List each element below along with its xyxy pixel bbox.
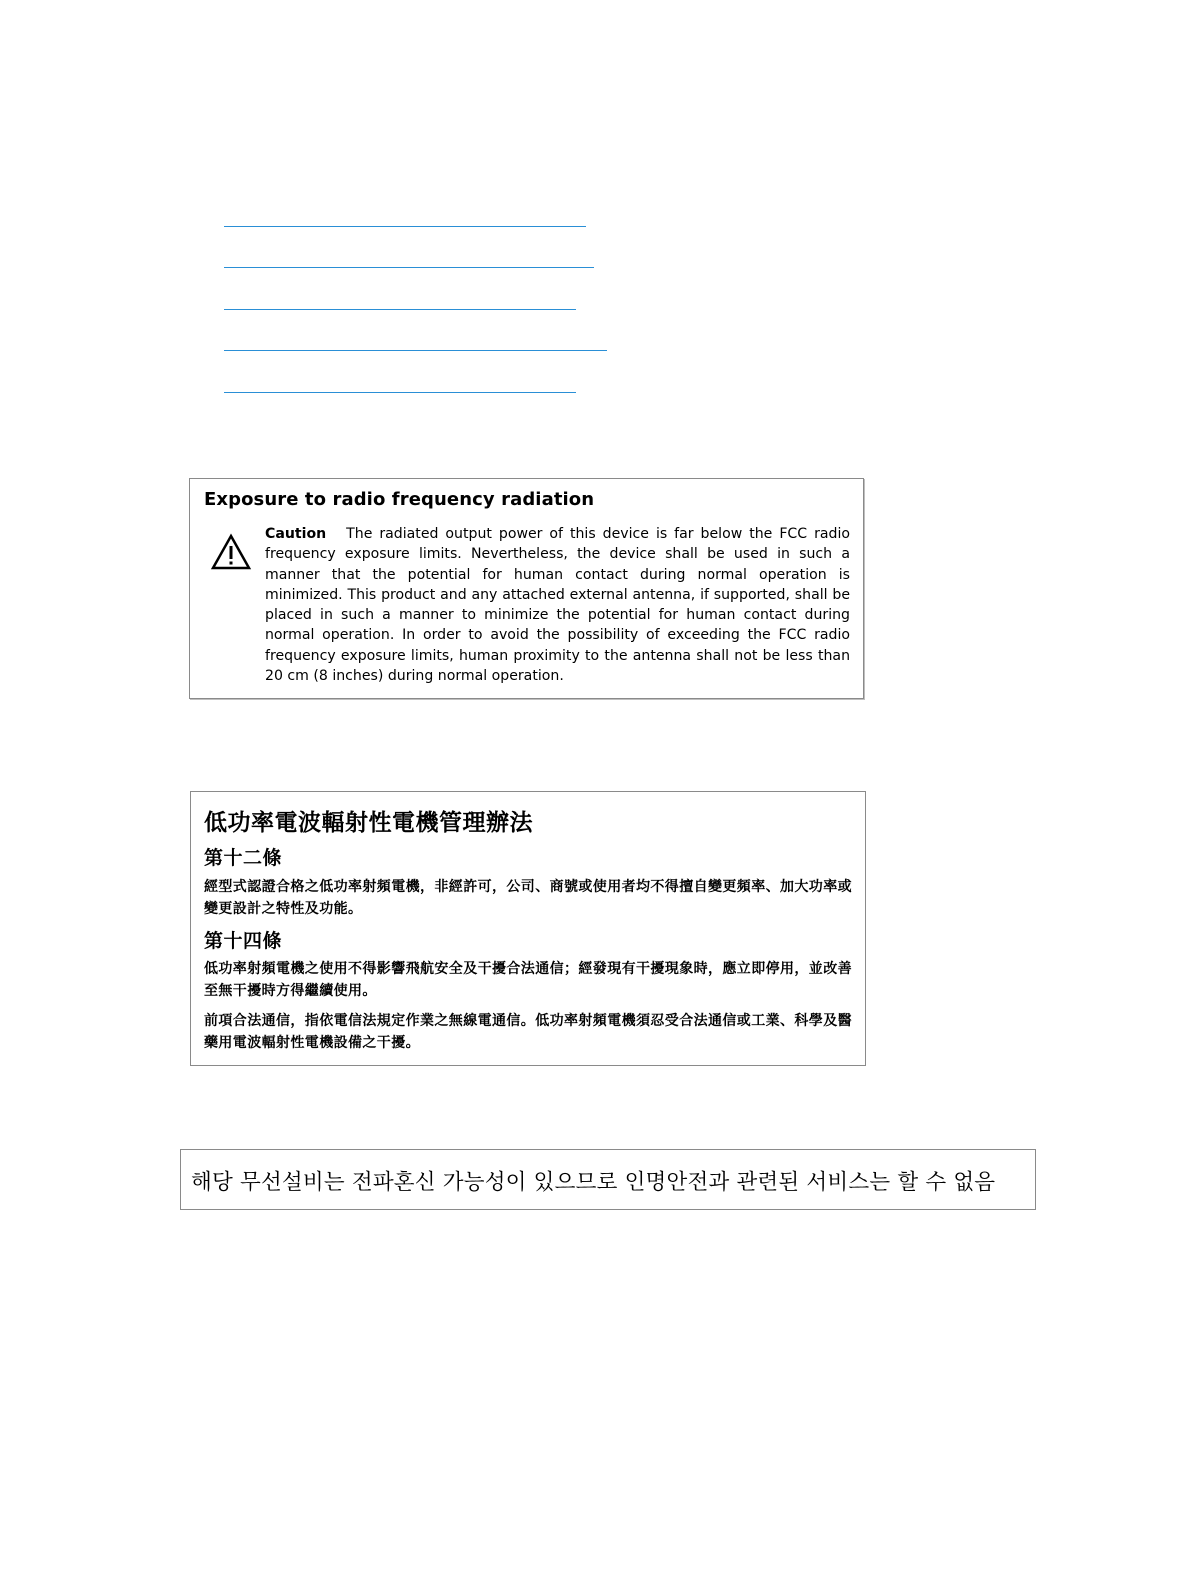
rf-exposure-title: Exposure to radio frequency radiation	[204, 489, 595, 510]
ncc-notice-box	[190, 791, 866, 1066]
rf-exposure-box	[189, 478, 864, 699]
ncc-title: 低功率電波輻射性電機管理辦法	[204, 810, 533, 836]
link-underline-1[interactable]	[224, 226, 586, 227]
link-underline-3[interactable]	[224, 309, 576, 310]
caution-label: Caution	[265, 526, 327, 542]
warning-triangle-icon	[210, 533, 252, 571]
article-14-heading: 第十四條	[204, 930, 283, 952]
article-12-heading: 第十二條	[204, 847, 283, 869]
caution-paragraph	[265, 524, 850, 686]
link-underline-5[interactable]	[224, 392, 576, 393]
korea-notice-text: 해당 무선설비는 전파혼신 가능성이 있으므로 인명안전과 관련된 서비스는 할 수 없음	[191, 1170, 996, 1195]
caution-text: The radiated output power of this device is far below the FCC radio frequency exposure limits. Nevertheless, the device shall be used in such a manner that the potential for human contact during normal operation is minimized. This product and any attached external antenna, if supported, shall be placed in such a manner to minimize the potential for human contact during normal operation. In order to avoid the possibility of exceeding the FCC radio frequency exposure limits, human proximity to the antenna shall not be less than 20 cm (8 inches) during normal operation.	[265, 526, 850, 685]
korea-notice-box	[180, 1149, 1036, 1210]
link-underline-4[interactable]	[224, 350, 607, 351]
article-12-text: 經型式認證合格之低功率射頻電機，非經許可，公司、商號或使用者均不得擅自變更頻率、加大功率或變更設計之特性及功能。	[204, 879, 852, 917]
article-14-text-1: 低功率射頻電機之使用不得影響飛航安全及干擾合法通信；經發現有干擾現象時，應立即停用，並改善至無干擾時方得繼續使用。	[204, 961, 852, 999]
link-underline-2[interactable]	[224, 267, 594, 268]
article-14-text-2: 前項合法通信，指依電信法規定作業之無線電通信。低功率射頻電機須忍受合法通信或工業、科學及醫藥用電波輻射性電機設備之干擾。	[204, 1013, 852, 1051]
